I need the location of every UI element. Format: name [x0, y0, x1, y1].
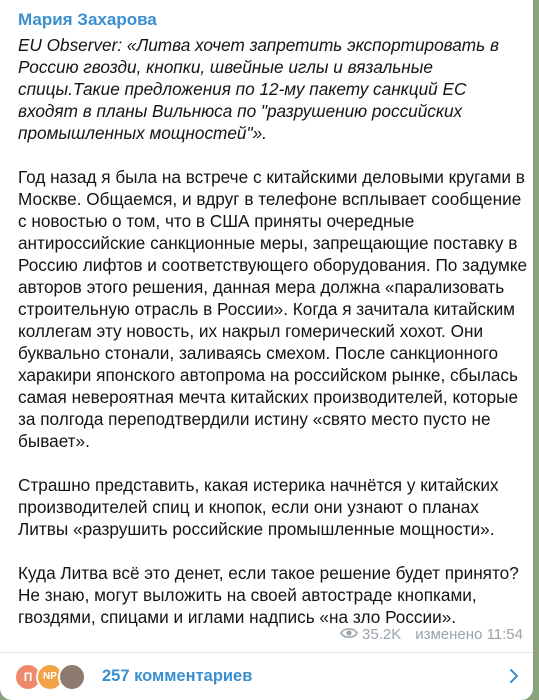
avatar: П: [14, 663, 42, 691]
message-paragraph: Страшно представить, какая истерика начнётся у китайских производителей спиц и кнопок, если они узнают о планах Литвы «разрушить российские промышленные мощности».: [18, 475, 499, 539]
avatar: NP: [36, 663, 64, 691]
comments-button[interactable]: [0, 653, 533, 700]
commenter-avatars: [14, 663, 96, 691]
chevron-right-icon[interactable]: [509, 668, 519, 689]
comments-count-label[interactable]: 257 комментариев: [102, 667, 253, 685]
message-text: [18, 34, 530, 650]
author-name[interactable]: Мария Захарова: [18, 10, 157, 29]
quote-paragraph: EU Observer: «Литва хочет запретить экспортировать в Россию гвозди, кнопки, швейные иглы и вязальные спицы.Такие предложения по 12-му пакету санкций ЕС входят в планы Вильнюса по "разрушению российских промышленных мощностей"».: [18, 35, 499, 143]
message-paragraph: Куда Литва всё это денет, если такое решение будет принято? Не знаю, могут выложить на своей автостраде кнопками, гвоздями, спицами и иглами надпись «на зло России».: [18, 563, 519, 627]
message-paragraph: Год назад я была на встрече с китайскими деловыми кругами в Москве. Общаемся, и вдруг в телефоне всплывает сообщение с новостью о том, что в США приняты очередные антироссийские санкционные меры, запрещающие поставку в Россию лифтов и соответствующего оборудования. По задумке авторов этого решения, данная мера должна «парализовать строительную отрасль в России». Когда я зачитала китайским коллегам эту новость, их накрыл гомерический хохот. Они буквально стонали, заливаясь смехом. После санкционного харакири японского автопрома на российском рынке, сбылась самая невероятная мечта китайских производителей, которые за полгода переподтвердили истину «свято место пусто не бывает».: [18, 167, 528, 451]
eye-icon: [340, 626, 358, 643]
view-count: 35.2K: [362, 626, 402, 643]
edited-timestamp: изменено 11:54: [415, 626, 523, 643]
message-meta: [340, 626, 523, 643]
avatar: [58, 663, 86, 691]
